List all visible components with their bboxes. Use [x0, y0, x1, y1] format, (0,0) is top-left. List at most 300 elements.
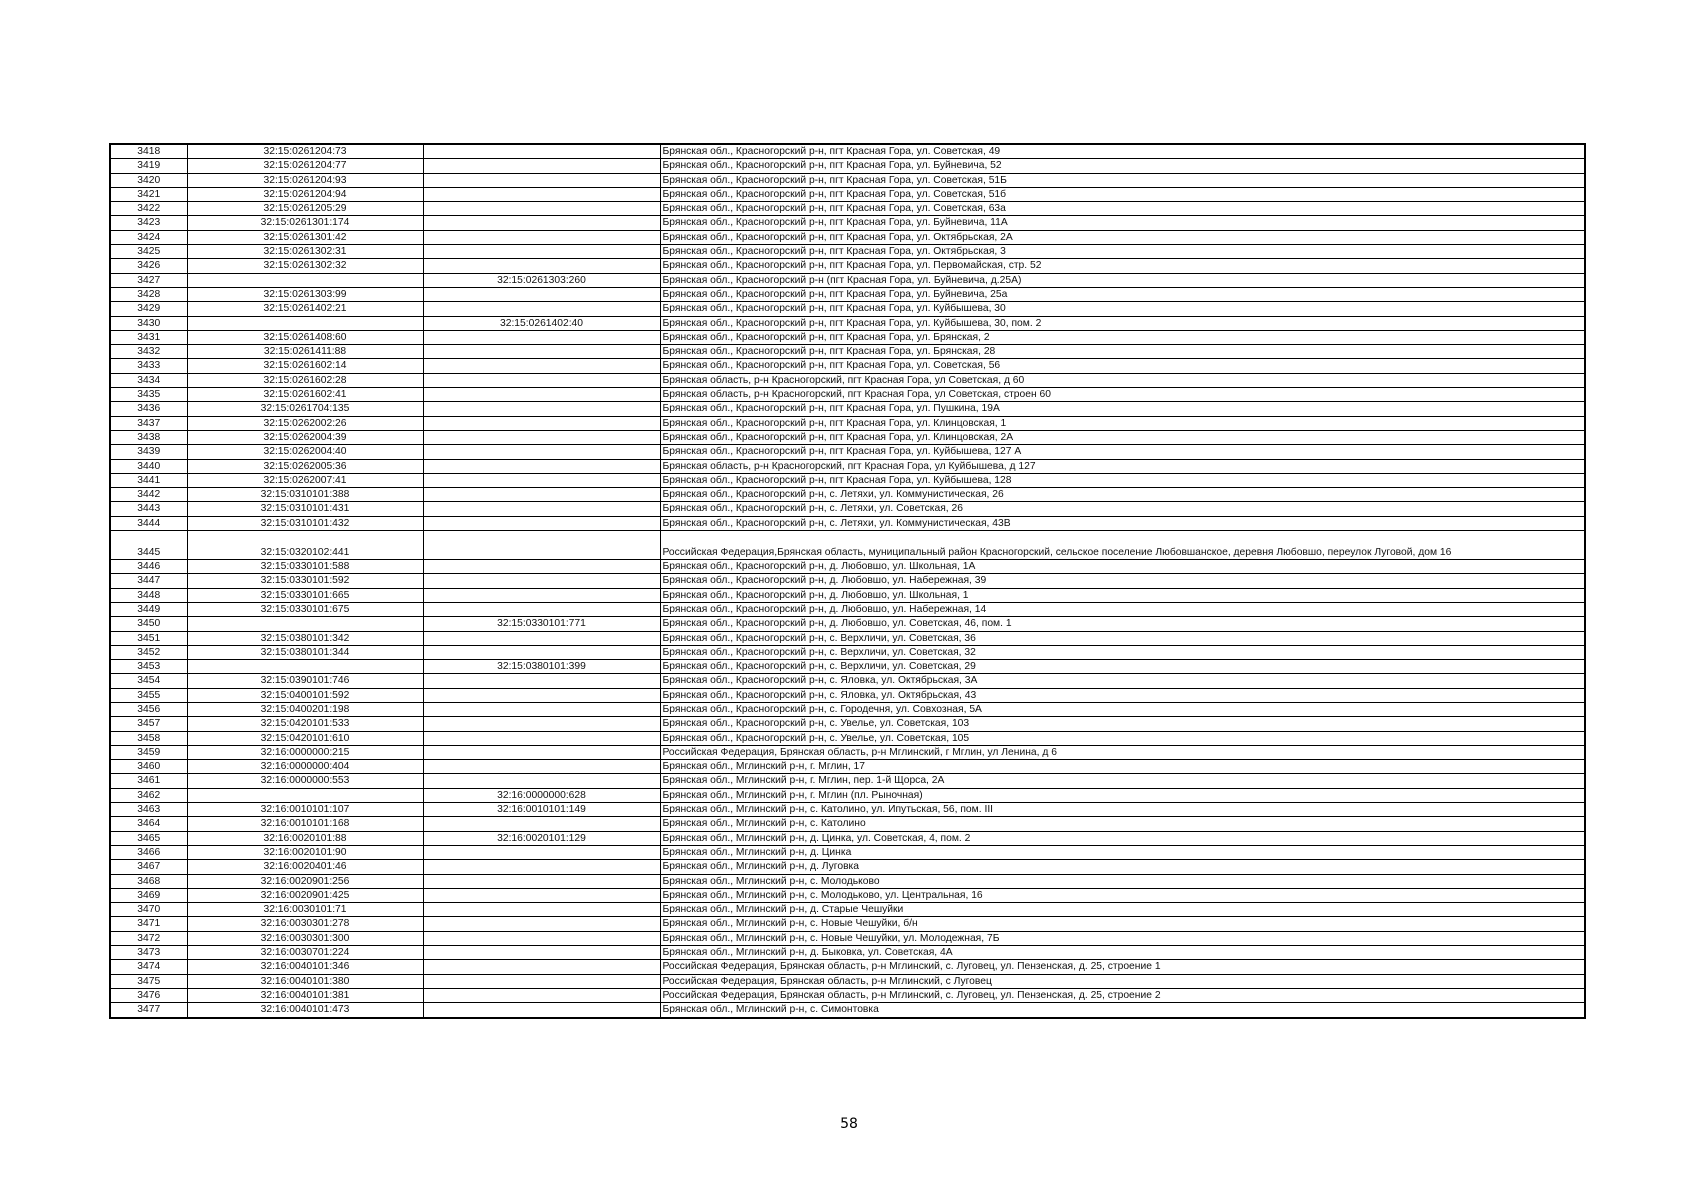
row-number-cell: 3471 [110, 917, 187, 931]
cadastral-number-cell: 32:15:0261704:135 [187, 402, 423, 416]
cadastral-number-cell: 32:15:0330101:592 [187, 574, 423, 588]
address-cell: Брянская обл., Мглинский р-н, с. Новые Чешуйки, ул. Молодежная, 7Б [660, 931, 1585, 945]
registry-table-body [110, 144, 1585, 1018]
page-number: 58 [840, 1116, 858, 1132]
address-cell: Брянская обл., Красногорский р-н, пгт Красная Гора, ул. Клинцовская, 2А [660, 430, 1585, 444]
address-cell: Брянская обл., Мглинский р-н, д. Быковка, ул. Советская, 4А [660, 946, 1585, 960]
row-number-cell: 3436 [110, 402, 187, 416]
row-number-cell: 3451 [110, 631, 187, 645]
address-cell: Брянская обл., Красногорский р-н, д. Любовшо, ул. Школьная, 1А [660, 560, 1585, 574]
address-cell: Брянская обл., Красногорский р-н, с. Верхличи, ул. Советская, 32 [660, 645, 1585, 659]
table-row [110, 831, 1585, 845]
cadastral-number-cell: 32:15:0261301:174 [187, 216, 423, 230]
cadastral-number-cell: 32:15:0320102:441 [187, 531, 423, 560]
related-cadastral-number-cell [423, 402, 660, 416]
address-cell: Брянская обл., Красногорский р-н, пгт Красная Гора, ул. Советская, 56 [660, 359, 1585, 373]
table-row [110, 287, 1585, 301]
cadastral-number-cell: 32:15:0261205:29 [187, 202, 423, 216]
address-cell: Брянская обл., Красногорский р-н, д. Любовшо, ул. Набережная, 14 [660, 602, 1585, 616]
table-row [110, 917, 1585, 931]
related-cadastral-number-cell [423, 731, 660, 745]
address-cell: Брянская обл., Красногорский р-н, пгт Красная Гора, ул. Буйневича, 52 [660, 159, 1585, 173]
address-cell: Брянская область, р-н Красногорский, пгт Красная Гора, ул Советская, д 60 [660, 373, 1585, 387]
table-row [110, 602, 1585, 616]
cadastral-number-cell [187, 660, 423, 674]
related-cadastral-number-cell [423, 702, 660, 716]
table-row [110, 717, 1585, 731]
cadastral-number-cell: 32:15:0262004:39 [187, 430, 423, 444]
row-number-cell: 3430 [110, 316, 187, 330]
row-number-cell: 3433 [110, 359, 187, 373]
cadastral-number-cell: 32:16:0020101:88 [187, 831, 423, 845]
cadastral-number-cell: 32:15:0261204:73 [187, 144, 423, 159]
cadastral-number-cell: 32:16:0040101:381 [187, 988, 423, 1002]
row-number-cell: 3475 [110, 974, 187, 988]
related-cadastral-number-cell [423, 817, 660, 831]
row-number-cell: 3472 [110, 931, 187, 945]
cadastral-number-cell: 32:15:0380101:342 [187, 631, 423, 645]
table-row [110, 903, 1585, 917]
row-number-cell: 3455 [110, 688, 187, 702]
related-cadastral-number-cell [423, 259, 660, 273]
address-cell: Брянская обл., Красногорский р-н, пгт Красная Гора, ул. Буйневича, 25а [660, 287, 1585, 301]
cadastral-number-cell: 32:16:0000000:404 [187, 760, 423, 774]
table-row [110, 688, 1585, 702]
address-cell: Брянская обл., Мглинский р-н, с. Католино [660, 817, 1585, 831]
address-cell: Брянская обл., Красногорский р-н, с. Увелье, ул. Советская, 105 [660, 731, 1585, 745]
related-cadastral-number-cell [423, 202, 660, 216]
related-cadastral-number-cell [423, 845, 660, 859]
table-row [110, 445, 1585, 459]
related-cadastral-number-cell [423, 974, 660, 988]
address-cell: Брянская обл., Красногорский р-н, пгт Красная Гора, ул. Куйбышева, 127 А [660, 445, 1585, 459]
related-cadastral-number-cell: 32:15:0261402:40 [423, 316, 660, 330]
cadastral-number-cell: 32:15:0261602:14 [187, 359, 423, 373]
cadastral-number-cell [187, 316, 423, 330]
row-number-cell: 3428 [110, 287, 187, 301]
table-row [110, 144, 1585, 159]
address-cell: Брянская обл., Красногорский р-н, д. Любовшо, ул. Школьная, 1 [660, 588, 1585, 602]
cadastral-number-cell: 32:15:0330101:665 [187, 588, 423, 602]
row-number-cell: 3443 [110, 502, 187, 516]
related-cadastral-number-cell [423, 903, 660, 917]
table-row [110, 302, 1585, 316]
cadastral-number-cell: 32:15:0261602:28 [187, 373, 423, 387]
table-row [110, 187, 1585, 201]
address-cell: Российская Федерация, Брянская область, р-н Мглинский, с. Луговец, ул. Пензенская, д. 25, строение 2 [660, 988, 1585, 1002]
address-cell: Брянская обл., Красногорский р-н, пгт Красная Гора, ул. Куйбышева, 128 [660, 473, 1585, 487]
cadastral-number-cell: 32:16:0020101:90 [187, 845, 423, 859]
table-row [110, 502, 1585, 516]
address-cell: Брянская обл., Красногорский р-н, пгт Красная Гора, ул. Куйбышева, 30, пом. 2 [660, 316, 1585, 330]
row-number-cell: 3426 [110, 259, 187, 273]
row-number-cell: 3421 [110, 187, 187, 201]
related-cadastral-number-cell [423, 774, 660, 788]
cadastral-number-cell: 32:16:0000000:215 [187, 745, 423, 759]
table-row [110, 1003, 1585, 1018]
table-row [110, 330, 1585, 344]
address-cell: Брянская обл., Красногорский р-н, пгт Красная Гора, ул. Брянская, 28 [660, 345, 1585, 359]
related-cadastral-number-cell [423, 159, 660, 173]
related-cadastral-number-cell [423, 459, 660, 473]
registry-sheet [109, 143, 1584, 1019]
address-cell: Российская Федерация, Брянская область, р-н Мглинский, г Мглин, ул Ленина, д 6 [660, 745, 1585, 759]
row-number-cell: 3438 [110, 430, 187, 444]
table-row [110, 960, 1585, 974]
table-row [110, 259, 1585, 273]
address-cell: Брянская обл., Мглинский р-н, г. Мглин, 17 [660, 760, 1585, 774]
related-cadastral-number-cell [423, 874, 660, 888]
row-number-cell: 3462 [110, 788, 187, 802]
related-cadastral-number-cell [423, 230, 660, 244]
table-row [110, 473, 1585, 487]
related-cadastral-number-cell [423, 516, 660, 530]
row-number-cell: 3423 [110, 216, 187, 230]
row-number-cell: 3456 [110, 702, 187, 716]
related-cadastral-number-cell [423, 473, 660, 487]
address-cell: Брянская обл., Мглинский р-н, д. Старые Чешуйки [660, 903, 1585, 917]
related-cadastral-number-cell [423, 1003, 660, 1018]
table-row [110, 359, 1585, 373]
table-row [110, 273, 1585, 287]
cadastral-number-cell: 32:15:0310101:388 [187, 488, 423, 502]
table-row [110, 245, 1585, 259]
address-cell: Брянская обл., Мглинский р-н, д. Луговка [660, 860, 1585, 874]
row-number-cell: 3446 [110, 560, 187, 574]
cadastral-number-cell: 32:15:0261204:94 [187, 187, 423, 201]
table-row [110, 345, 1585, 359]
related-cadastral-number-cell: 32:16:0000000:628 [423, 788, 660, 802]
address-cell: Брянская обл., Красногорский р-н, пгт Красная Гора, ул. Советская, 49 [660, 144, 1585, 159]
table-row [110, 760, 1585, 774]
address-cell: Брянская обл., Мглинский р-н, г. Мглин (пл. Рыночная) [660, 788, 1585, 802]
address-cell: Брянская обл., Красногорский р-н, пгт Красная Гора, ул. Советская, 51б [660, 187, 1585, 201]
address-cell: Брянская обл., Мглинский р-н, с. Симонтовка [660, 1003, 1585, 1018]
row-number-cell: 3418 [110, 144, 187, 159]
table-row [110, 373, 1585, 387]
cadastral-number-cell: 32:16:0020901:425 [187, 888, 423, 902]
table-row [110, 459, 1585, 473]
related-cadastral-number-cell [423, 488, 660, 502]
table-row [110, 660, 1585, 674]
related-cadastral-number-cell [423, 560, 660, 574]
cadastral-number-cell: 32:15:0262002:26 [187, 416, 423, 430]
cadastral-number-cell: 32:15:0400101:592 [187, 688, 423, 702]
table-row [110, 316, 1585, 330]
table-row [110, 845, 1585, 859]
row-number-cell: 3476 [110, 988, 187, 1002]
cadastral-number-cell: 32:15:0261303:99 [187, 287, 423, 301]
cadastral-number-cell: 32:16:0040101:473 [187, 1003, 423, 1018]
row-number-cell: 3429 [110, 302, 187, 316]
table-row [110, 817, 1585, 831]
table-row [110, 230, 1585, 244]
row-number-cell: 3463 [110, 803, 187, 817]
row-number-cell: 3473 [110, 946, 187, 960]
table-row [110, 216, 1585, 230]
address-cell: Брянская обл., Мглинский р-н, с. Новые Чешуйки, б/н [660, 917, 1585, 931]
cadastral-number-cell: 32:15:0261411:88 [187, 345, 423, 359]
row-number-cell: 3464 [110, 817, 187, 831]
address-cell: Брянская обл., Красногорский р-н, с. Верхличи, ул. Советская, 29 [660, 660, 1585, 674]
related-cadastral-number-cell [423, 302, 660, 316]
related-cadastral-number-cell: 32:15:0330101:771 [423, 617, 660, 631]
cadastral-number-cell: 32:15:0400201:198 [187, 702, 423, 716]
related-cadastral-number-cell [423, 345, 660, 359]
row-number-cell: 3431 [110, 330, 187, 344]
row-number-cell: 3467 [110, 860, 187, 874]
address-cell: Брянская обл., Красногорский р-н, с. Верхличи, ул. Советская, 36 [660, 631, 1585, 645]
address-cell: Брянская обл., Красногорский р-н, пгт Красная Гора, ул. Куйбышева, 30 [660, 302, 1585, 316]
address-cell: Брянская обл., Красногорский р-н, с. Яловка, ул. Октябрьская, 3А [660, 674, 1585, 688]
row-number-cell: 3469 [110, 888, 187, 902]
row-number-cell: 3441 [110, 473, 187, 487]
row-number-cell: 3477 [110, 1003, 187, 1018]
related-cadastral-number-cell [423, 416, 660, 430]
related-cadastral-number-cell [423, 144, 660, 159]
address-cell: Брянская обл., Красногорский р-н, пгт Красная Гора, ул. Буйневича, 11А [660, 216, 1585, 230]
table-row [110, 416, 1585, 430]
table-row [110, 803, 1585, 817]
address-cell: Брянская обл., Красногорский р-н, пгт Красная Гора, ул. Октябрьская, 3 [660, 245, 1585, 259]
cadastral-number-cell: 32:16:0030301:278 [187, 917, 423, 931]
cadastral-number-cell: 32:15:0261302:32 [187, 259, 423, 273]
cadastral-number-cell: 32:16:0030101:71 [187, 903, 423, 917]
cadastral-number-cell: 32:15:0261302:31 [187, 245, 423, 259]
address-cell: Брянская обл., Красногорский р-н, пгт Красная Гора, ул. Пушкина, 19А [660, 402, 1585, 416]
row-number-cell: 3434 [110, 373, 187, 387]
related-cadastral-number-cell [423, 287, 660, 301]
address-cell: Брянская обл., Мглинский р-н, с. Молодьково [660, 874, 1585, 888]
cadastral-number-cell: 32:15:0310101:432 [187, 516, 423, 530]
row-number-cell: 3419 [110, 159, 187, 173]
address-cell: Брянская обл., Красногорский р-н, пгт Красная Гора, ул. Советская, 63а [660, 202, 1585, 216]
related-cadastral-number-cell: 32:15:0261303:260 [423, 273, 660, 287]
cadastral-number-cell: 32:16:0040101:380 [187, 974, 423, 988]
table-row [110, 430, 1585, 444]
related-cadastral-number-cell [423, 860, 660, 874]
related-cadastral-number-cell [423, 931, 660, 945]
address-cell: Брянская обл., Красногорский р-н, пгт Красная Гора, ул. Октябрьская, 2А [660, 230, 1585, 244]
related-cadastral-number-cell [423, 216, 660, 230]
table-row [110, 874, 1585, 888]
row-number-cell: 3445 [110, 531, 187, 560]
related-cadastral-number-cell [423, 674, 660, 688]
table-row [110, 402, 1585, 416]
cadastral-number-cell: 32:15:0420101:533 [187, 717, 423, 731]
table-row [110, 946, 1585, 960]
table-row [110, 731, 1585, 745]
address-cell: Брянская обл., Мглинский р-н, д. Цинка, ул. Советская, 4, пом. 2 [660, 831, 1585, 845]
cadastral-number-cell: 32:15:0420101:610 [187, 731, 423, 745]
address-cell: Брянская обл., Красногорский р-н, с. Городечня, ул. Совхозная, 5А [660, 702, 1585, 716]
cadastral-number-cell: 32:15:0330101:675 [187, 602, 423, 616]
cadastral-number-cell: 32:15:0380101:344 [187, 645, 423, 659]
cadastral-number-cell: 32:16:0010101:168 [187, 817, 423, 831]
address-cell: Брянская обл., Красногорский р-н, д. Любовшо, ул. Набережная, 39 [660, 574, 1585, 588]
address-cell: Брянская обл., Мглинский р-н, г. Мглин, пер. 1-й Щорса, 2А [660, 774, 1585, 788]
row-number-cell: 3468 [110, 874, 187, 888]
cadastral-number-cell [187, 273, 423, 287]
table-row [110, 631, 1585, 645]
cadastral-number-cell: 32:16:0020901:256 [187, 874, 423, 888]
address-cell: Брянская обл., Красногорский р-н, с. Яловка, ул. Октябрьская, 43 [660, 688, 1585, 702]
related-cadastral-number-cell [423, 688, 660, 702]
address-cell: Брянская обл., Красногорский р-н, с. Увелье, ул. Советская, 103 [660, 717, 1585, 731]
row-number-cell: 3432 [110, 345, 187, 359]
row-number-cell: 3470 [110, 903, 187, 917]
table-row [110, 202, 1585, 216]
table-row [110, 988, 1585, 1002]
cadastral-number-cell [187, 617, 423, 631]
cadastral-number-cell: 32:15:0262007:41 [187, 473, 423, 487]
row-number-cell: 3459 [110, 745, 187, 759]
related-cadastral-number-cell: 32:16:0010101:149 [423, 803, 660, 817]
table-row [110, 888, 1585, 902]
cadastral-number-cell: 32:16:0010101:107 [187, 803, 423, 817]
address-cell: Брянская обл., Мглинский р-н, с. Католино, ул. Ипутьская, 56, пом. III [660, 803, 1585, 817]
related-cadastral-number-cell [423, 173, 660, 187]
table-row [110, 774, 1585, 788]
table-row [110, 645, 1585, 659]
table-row [110, 560, 1585, 574]
row-number-cell: 3460 [110, 760, 187, 774]
table-row [110, 516, 1585, 530]
row-number-cell: 3457 [110, 717, 187, 731]
related-cadastral-number-cell [423, 373, 660, 387]
cadastral-number-cell: 32:15:0261204:77 [187, 159, 423, 173]
related-cadastral-number-cell [423, 588, 660, 602]
related-cadastral-number-cell [423, 717, 660, 731]
related-cadastral-number-cell [423, 359, 660, 373]
address-cell: Брянская обл., Красногорский р-н, пгт Красная Гора, ул. Первомайская, стр. 52 [660, 259, 1585, 273]
address-cell: Брянская область, р-н Красногорский, пгт Красная Гора, ул Куйбышева, д 127 [660, 459, 1585, 473]
related-cadastral-number-cell [423, 531, 660, 560]
related-cadastral-number-cell [423, 946, 660, 960]
address-cell: Брянская обл., Красногорский р-н, с. Летяхи, ул. Коммунистическая, 43В [660, 516, 1585, 530]
row-number-cell: 3442 [110, 488, 187, 502]
table-row [110, 574, 1585, 588]
row-number-cell: 3422 [110, 202, 187, 216]
address-cell: Брянская обл., Красногорский р-н, д. Любовшо, ул. Советская, 46, пом. 1 [660, 617, 1585, 631]
cadastral-number-cell [187, 788, 423, 802]
table-row [110, 388, 1585, 402]
cadastral-number-cell: 32:16:0020401:46 [187, 860, 423, 874]
row-number-cell: 3420 [110, 173, 187, 187]
related-cadastral-number-cell: 32:15:0380101:399 [423, 660, 660, 674]
related-cadastral-number-cell [423, 960, 660, 974]
address-cell: Брянская обл., Мглинский р-н, д. Цинка [660, 845, 1585, 859]
address-cell: Брянская обл., Мглинский р-н, с. Молодьково, ул. Центральная, 16 [660, 888, 1585, 902]
address-cell: Брянская область, р-н Красногорский, пгт Красная Гора, ул Советская, строен 60 [660, 388, 1585, 402]
address-cell: Брянская обл., Красногорский р-н, пгт Красная Гора, ул. Брянская, 2 [660, 330, 1585, 344]
table-row [110, 788, 1585, 802]
cadastral-number-cell: 32:16:0030301:300 [187, 931, 423, 945]
cadastral-number-cell: 32:16:0030701:224 [187, 946, 423, 960]
cadastral-number-cell: 32:16:0040101:346 [187, 960, 423, 974]
row-number-cell: 3466 [110, 845, 187, 859]
row-number-cell: 3450 [110, 617, 187, 631]
row-number-cell: 3452 [110, 645, 187, 659]
table-row [110, 173, 1585, 187]
address-cell: Брянская обл., Красногорский р-н, с. Летяхи, ул. Коммунистическая, 26 [660, 488, 1585, 502]
table-row [110, 974, 1585, 988]
row-number-cell: 3447 [110, 574, 187, 588]
table-row [110, 588, 1585, 602]
cadastral-number-cell: 32:15:0262004:40 [187, 445, 423, 459]
table-row [110, 745, 1585, 759]
related-cadastral-number-cell [423, 245, 660, 259]
table-row [110, 702, 1585, 716]
row-number-cell: 3437 [110, 416, 187, 430]
related-cadastral-number-cell [423, 645, 660, 659]
related-cadastral-number-cell [423, 330, 660, 344]
address-cell: Брянская обл., Красногорский р-н, пгт Красная Гора, ул. Клинцовская, 1 [660, 416, 1585, 430]
table-row [110, 674, 1585, 688]
row-number-cell: 3465 [110, 831, 187, 845]
table-row [110, 488, 1585, 502]
related-cadastral-number-cell: 32:16:0020101:129 [423, 831, 660, 845]
row-number-cell: 3425 [110, 245, 187, 259]
row-number-cell: 3449 [110, 602, 187, 616]
related-cadastral-number-cell [423, 988, 660, 1002]
property-registry-table [109, 143, 1586, 1019]
table-row [110, 931, 1585, 945]
table-row [110, 860, 1585, 874]
cadastral-number-cell: 32:15:0390101:746 [187, 674, 423, 688]
cadastral-number-cell: 32:15:0261408:60 [187, 330, 423, 344]
address-cell: Брянская обл., Красногорский р-н, с. Летяхи, ул. Советская, 26 [660, 502, 1585, 516]
row-number-cell: 3453 [110, 660, 187, 674]
cadastral-number-cell: 32:15:0262005:36 [187, 459, 423, 473]
related-cadastral-number-cell [423, 631, 660, 645]
cadastral-number-cell: 32:15:0310101:431 [187, 502, 423, 516]
cadastral-number-cell: 32:15:0261301:42 [187, 230, 423, 244]
row-number-cell: 3448 [110, 588, 187, 602]
address-cell: Брянская обл., Красногорский р-н (пгт Красная Гора, ул. Буйневича, д.25А) [660, 273, 1585, 287]
row-number-cell: 3424 [110, 230, 187, 244]
table-row [110, 531, 1585, 560]
address-cell: Брянская обл., Красногорский р-н, пгт Красная Гора, ул. Советская, 51Б [660, 173, 1585, 187]
related-cadastral-number-cell [423, 388, 660, 402]
related-cadastral-number-cell [423, 745, 660, 759]
related-cadastral-number-cell [423, 187, 660, 201]
row-number-cell: 3444 [110, 516, 187, 530]
related-cadastral-number-cell [423, 445, 660, 459]
row-number-cell: 3458 [110, 731, 187, 745]
table-row [110, 159, 1585, 173]
related-cadastral-number-cell [423, 602, 660, 616]
related-cadastral-number-cell [423, 760, 660, 774]
address-cell: Российская Федерация,Брянская область, муниципальный район Красногорский, сельское поселение Любовшанское, деревня Любовшо, переулок Луговой, дом 16 [660, 531, 1585, 560]
row-number-cell: 3435 [110, 388, 187, 402]
row-number-cell: 3440 [110, 459, 187, 473]
cadastral-number-cell: 32:15:0330101:588 [187, 560, 423, 574]
row-number-cell: 3454 [110, 674, 187, 688]
cadastral-number-cell: 32:15:0261402:21 [187, 302, 423, 316]
row-number-cell: 3427 [110, 273, 187, 287]
row-number-cell: 3474 [110, 960, 187, 974]
address-cell: Российская Федерация, Брянская область, р-н Мглинский, с Луговец [660, 974, 1585, 988]
cadastral-number-cell: 32:15:0261602:41 [187, 388, 423, 402]
table-row [110, 617, 1585, 631]
related-cadastral-number-cell [423, 502, 660, 516]
related-cadastral-number-cell [423, 888, 660, 902]
address-cell: Российская Федерация, Брянская область, р-н Мглинский, с. Луговец, ул. Пензенская, д. 25, строение 1 [660, 960, 1585, 974]
row-number-cell: 3461 [110, 774, 187, 788]
row-number-cell: 3439 [110, 445, 187, 459]
cadastral-number-cell: 32:15:0261204:93 [187, 173, 423, 187]
